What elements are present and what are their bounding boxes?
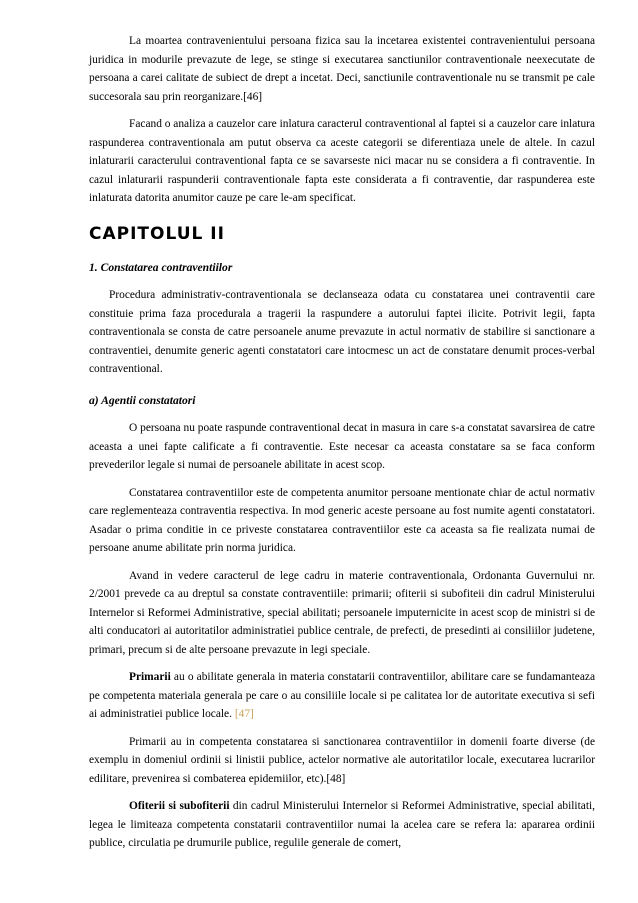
paragraph-5: Constatarea contraventiilor este de competenta anumitor persoane mentionate chiar de actul normativ care reglementeaza contraventia respectiva. In mod generic aceste persoane au fost numite agenti constatatori. Asadar o prima conditie in ce priveste constatarea contraventiilor este ca aceasta sa fie realizata numai de persoane anume abilitate prin norma juridica. <box>89 486 595 554</box>
subsection-heading-a: a) Agentii constatatori <box>89 393 196 407</box>
footnote-ref-46[interactable]: [46] <box>243 90 263 103</box>
paragraph-6: Avand in vedere caracterul de lege cadru in materie contraventionala, Ordonanta Guvernului nr. 2/2001 prevede ca au dreptul sa constate contraventiile: primarii; ofiterii si subofiteii din cadrul Ministerului Internelor si Reformei Administrative, special abilitati; persoanele imputernicite in acest scop de ministri si de alti conducatori ai autoritatilor administratiei publice centrale, de prefecti, de presedinti ai consiliilor judetene, primari, precum si de alte persoane prevazute in legi speciale. <box>89 569 595 656</box>
document-body <box>89 32 595 853</box>
paragraph-9 <box>89 797 595 853</box>
paragraph-8-text: Primarii au in competenta constatarea si sanctionarea contraventiilor in domenii foarte diverse (de exemplu in domeniul ordinii si linistii publice, actelor normative ale autoritatilor locale, executarea lucrarilor edilitare, prevenirea si combaterea epidemiilor, etc). <box>89 735 595 785</box>
paragraph-1 <box>89 32 595 106</box>
paragraph-7-bold-term: Primarii <box>129 671 171 683</box>
footnote-ref-47[interactable]: [47] <box>234 708 254 720</box>
paragraph-4: O persoana nu poate raspunde contraventional decat in masura in care s-a constatat savarsirea de catre aceasta a unei fapte calificate a fi contraventie. Este necesar ca aceasta constatare sa se faca conform prevederilor legale si numai de persoanele abilitate in acest scop. <box>89 422 595 471</box>
chapter-heading: CAPITOLUL II <box>89 223 225 244</box>
paragraph-7 <box>89 668 595 724</box>
paragraph-3: Procedura administrativ-contraventionala se declanseaza odata cu constatarea unei contraventii care constituie prima faza procedurala a tragerii la raspundere a autorului faptei ilicite. Potrivit legii, fapta contraventionala se consta de catre persoanele anume prevazute in actul normativ de stabilire si sanctionare a contraventiei, denumite generic agenti constatatori care intocmesc un act de constatare denumit proces-verbal contraventional. <box>89 289 595 375</box>
paragraph-2: Facand o analiza a cauzelor care inlatura caracterul contraventional al faptei si a cauzelor care inlatura raspunderea contraventionala am putut observa ca aceste categorii se diferentiaza unele de altele. In cazul inlaturarii caracterului contraventional fapta ce se savarseste nici macar nu se considera a fi contraventie. In cazul inlaturarii raspunderii contraventionale fapta este considerata a fi contraventie, dar raspunderea este inlaturata datorita anumitor cauze pe care le-am specificat. <box>89 118 595 204</box>
paragraph-7-text: au o abilitate generala in materia constatarii contraventiilor, abilitare care se fundamanteaza pe competenta materiala generala pe care o au consiliile locale si pe calitatea lor de autoritate executiva si sefi ai administratiei publice locale. <box>89 671 595 720</box>
section-heading-1: 1. Constatarea contraventiilor <box>89 260 233 274</box>
paragraph-9-bold-term: Ofiterii si subofiterii <box>129 800 230 812</box>
paragraph-9-text: din cadrul Ministerului Internelor si Reformei Administrative, special abilitati, legea le limiteaza competenta constatarii contraventiilor numai la acelea care se refera la: apararea ordinii publice, circulatia pe drumurile publice, regulile generale de comert, <box>89 800 595 849</box>
paragraph-1-text: La moartea contravenientului persoana fizica sau la incetarea existentei contravenientului persoana juridica in modurile prevazute de lege, se stinge si executarea sanctiunilor contraventionale neexecutate de persoana a carei calitate de subiect de drept a incetat. Deci, sanctiunile contraventionale nu se transmit pe cale succesorala sau prin reorganizare. <box>89 35 595 103</box>
footnote-ref-48[interactable]: [48] <box>326 772 346 785</box>
paragraph-8 <box>89 733 595 789</box>
